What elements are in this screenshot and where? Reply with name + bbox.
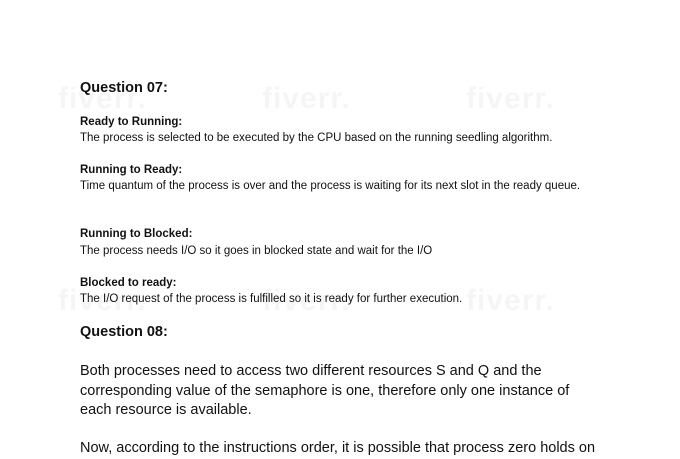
question-08-title: Question 08: [80, 324, 168, 340]
section-body-blocked-to-ready: The I/O request of the process is fulfilled so it is ready for further execution. [80, 293, 463, 305]
paragraph-semaphore: Both processes need to access two different resources S and Q and the corresponding value of the semaphore is one, therefore only one instance of each resource is available. [80, 363, 570, 418]
section-heading-ready-to-running: Ready to Running: [80, 116, 183, 128]
paragraph-instruction-order: Now, according to the instructions order, it is possible that process zero holds on [80, 440, 596, 456]
watermark [466, 82, 555, 116]
section-heading-running-to-blocked: Running to Blocked: [80, 228, 193, 240]
section-body-running-to-ready: Time quantum of the process is over and the process is waiting for its next slot in the ready queue. [80, 180, 581, 192]
section-body-running-to-blocked: The process needs I/O so it goes in blocked state and wait for the I/O [80, 245, 433, 257]
section-heading-blocked-to-ready: Blocked to ready: [80, 277, 177, 289]
section-heading-running-to-ready: Running to Ready: [80, 164, 183, 176]
question-07-title: Question 07: [80, 80, 168, 96]
watermark [262, 82, 351, 116]
section-body-ready-to-running: The process is selected to be executed by the CPU based on the running seedling algorithm. [80, 132, 553, 144]
